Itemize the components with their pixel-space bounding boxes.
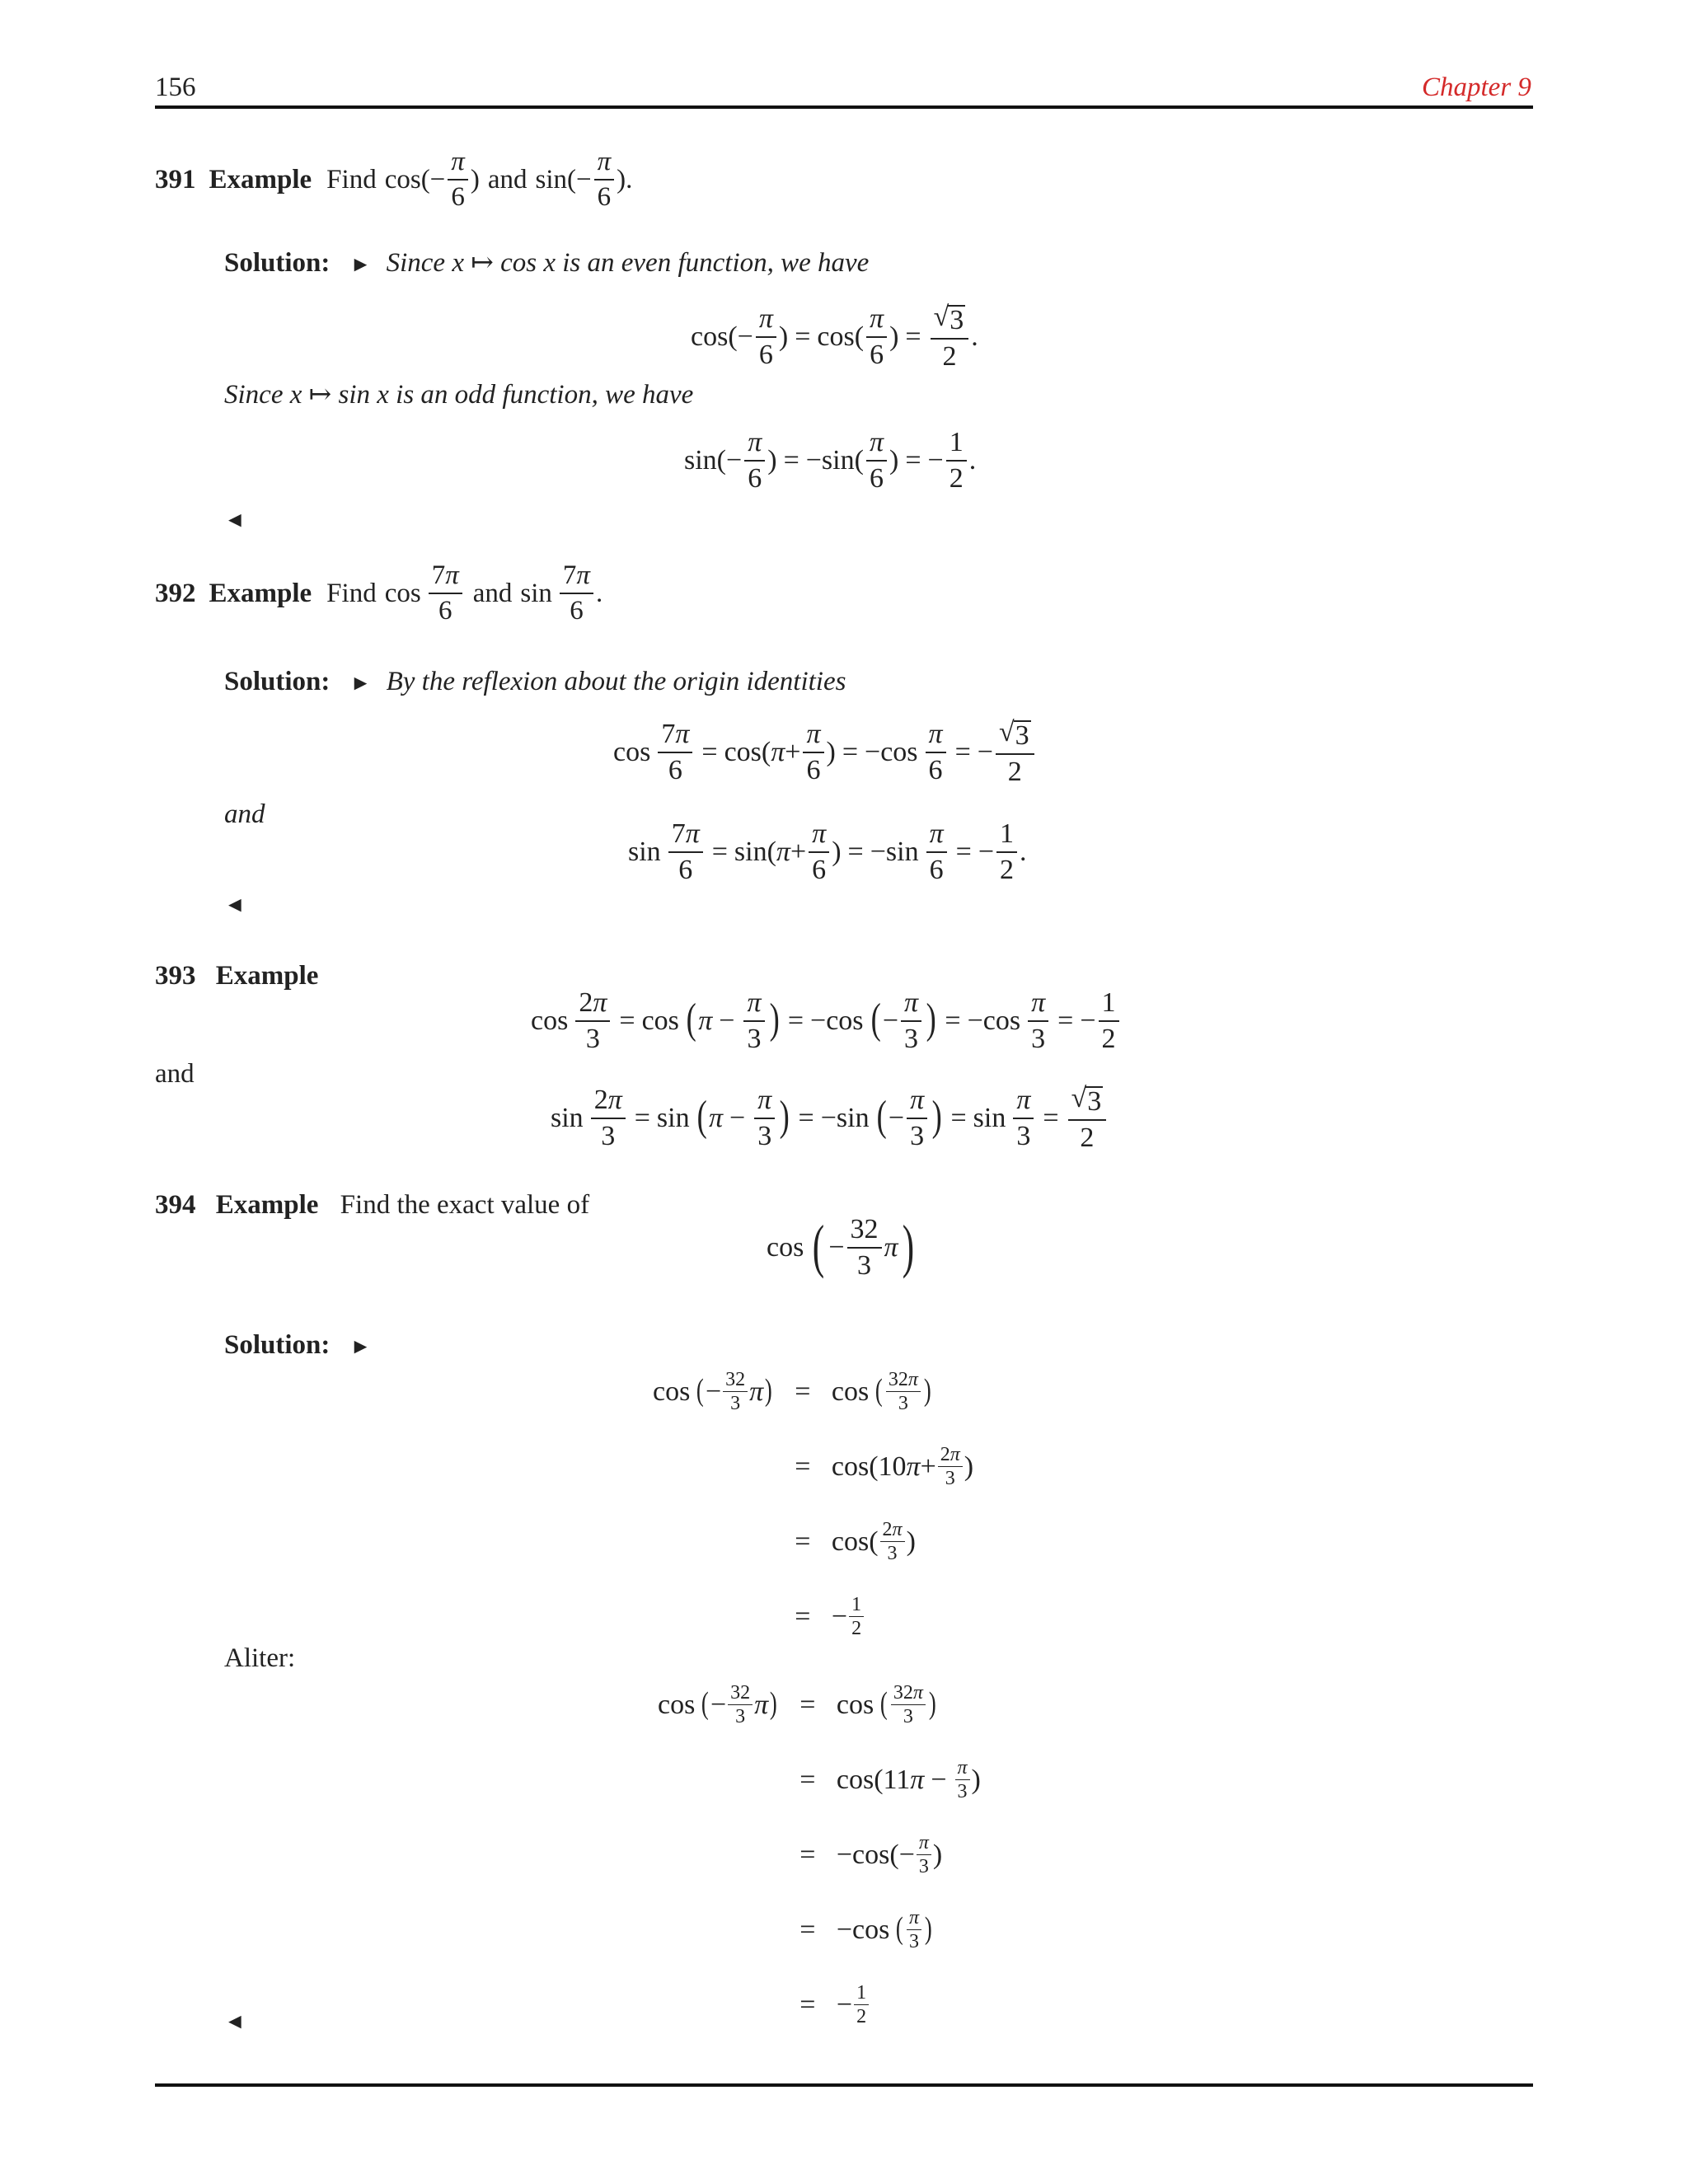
expr-cos-neg-pi-6: cos(− $\frac{\pi}{6}$ ) [384, 147, 480, 212]
equals-sign: = [795, 1601, 811, 1632]
solution-391-line2: Since x ↦ sin x is an odd function, we have [224, 380, 694, 410]
equals-sign: = [795, 1376, 811, 1407]
solution-label: Solution: [224, 667, 331, 696]
example-label: Example [209, 578, 312, 608]
equals-sign: = [799, 1764, 816, 1795]
equation-393-cos: cos $\frac{2\pi}{3}$ = cos ( π − $\frac{\pi}{3}$ ) = −cos ( − $\frac{\pi}{3}$ ) = −cos $\frac{\pi}{3}$ = − $\frac{1}{2}$ [531, 989, 1122, 1053]
example-find-text: Find [326, 164, 377, 194]
derivation-step: cos ( $\frac{32\pi}{3}$ ) [836, 1682, 936, 1727]
equation-394-target: cos ( − $\frac{32}{3}$ π ) [767, 1213, 914, 1281]
solution-text: Since x ↦ cos x is an even function, we have [386, 248, 870, 278]
derivation-step: cos ( $\frac{32\pi}{3}$ ) [831, 1369, 931, 1414]
expr-cos-7pi-6: cos $\frac{7\pi}{6}$ [385, 562, 465, 625]
solution-label: Solution: [224, 248, 331, 278]
expr-sin-neg-pi-6: sin(− $\frac{\pi}{6}$ ). [535, 147, 633, 212]
end-of-solution-marker: ◄ [224, 893, 246, 916]
example-label: Example [215, 961, 319, 991]
derivation-step: − $\frac{1}{2}$ [837, 1983, 870, 2027]
solution-392-line [224, 668, 846, 696]
example-number: 391 [155, 164, 196, 194]
derivation-step: cos( $\frac{2\pi}{3}$ ) [831, 1519, 916, 1564]
solution-start-marker: ► [349, 671, 372, 695]
equals-sign: = [799, 1689, 816, 1720]
example-number: 393 [155, 961, 196, 991]
and-text: and [487, 164, 528, 194]
derivation-step: cos(10 π + $\frac{2\pi}{3}$ ) [831, 1444, 974, 1489]
derivation-394-main [653, 1370, 973, 1638]
solution-start-marker: ► [349, 252, 372, 276]
example-393-heading [155, 963, 318, 990]
solution-text: By the reflexion about the origin identities [386, 667, 846, 696]
example-392-heading [155, 562, 603, 625]
example-find-text: Find [326, 578, 377, 608]
equals-sign: = [799, 1839, 816, 1870]
example-prompt: Find the exact value of [340, 1190, 590, 1220]
solution-394-line [224, 1332, 371, 1359]
example-394-heading [155, 1192, 589, 1219]
and-text: and [472, 578, 513, 608]
equation-393-sin: sin $\frac{2\pi}{3}$ = sin ( π − $\frac{\pi}{3}$ ) = −sin ( − $\frac{\pi}{3}$ ) = sin $\frac{\pi}{3}$ = √ 3 2 [551, 1085, 1109, 1152]
example-label: Example [215, 1190, 319, 1220]
and-text: and [224, 799, 265, 829]
solution-label: Solution: [224, 1330, 331, 1360]
derivation-394-aliter [658, 1683, 981, 2027]
equation-392-sin: sin $\frac{7\pi}{6}$ = sin( π + $\frac{\pi}{6}$ ) = −sin $\frac{\pi}{6}$ = − $\frac{1}{2}$ . [628, 818, 1027, 885]
example-label: Example [209, 164, 312, 194]
end-of-solution-marker: ◄ [224, 2009, 246, 2033]
aliter-label: Aliter: [224, 1643, 296, 1673]
equals-sign: = [799, 1914, 816, 1945]
example-391-heading [155, 148, 632, 211]
equals-sign: = [795, 1451, 811, 1482]
equals-sign: = [799, 1989, 816, 2020]
derivation-step: − $\frac{1}{2}$ [832, 1595, 865, 1638]
example-number: 392 [155, 578, 196, 608]
solution-391-line [224, 250, 869, 277]
end-of-solution-marker: ◄ [224, 508, 246, 532]
solution-start-marker: ► [349, 1334, 372, 1358]
page-number: 156 [155, 73, 196, 102]
equation-392-cos: cos $\frac{7\pi}{6}$ = cos( π + $\frac{\pi}{6}$ ) = −cos $\frac{\pi}{6}$ = − √ 3 2 [613, 719, 1037, 786]
footer-rule [155, 2083, 1533, 2087]
equation-391-sin: sin(− $\frac{\pi}{6}$ ) = −sin( $\frac{\pi}{6}$ ) = − $\frac{1}{2}$ . [684, 427, 977, 494]
header-rule [155, 105, 1533, 109]
derivation-step: cos(11 π − $\frac{\pi}{3}$ ) [836, 1757, 981, 1802]
equation-391-cos: cos(− $\frac{\pi}{6}$ ) = cos( $\frac{\pi}{6}$ ) = √ 3 2 . [691, 302, 978, 372]
chapter-title: Chapter 9 [1422, 73, 1531, 102]
derivation-step: −cos ( $\frac{\pi}{3}$ ) [836, 1907, 932, 1952]
and-text: and [155, 1059, 195, 1089]
derivation-lhs: cos ( − $\frac{32}{3}$ π ) [658, 1682, 777, 1727]
derivation-lhs: cos ( − $\frac{32}{3}$ π ) [653, 1369, 772, 1414]
derivation-step: −cos(− $\frac{\pi}{3}$ ) [836, 1832, 943, 1877]
expr-sin-7pi-6: sin $\frac{7\pi}{6}$ . [520, 560, 603, 626]
example-number: 394 [155, 1190, 196, 1220]
equals-sign: = [795, 1526, 811, 1557]
